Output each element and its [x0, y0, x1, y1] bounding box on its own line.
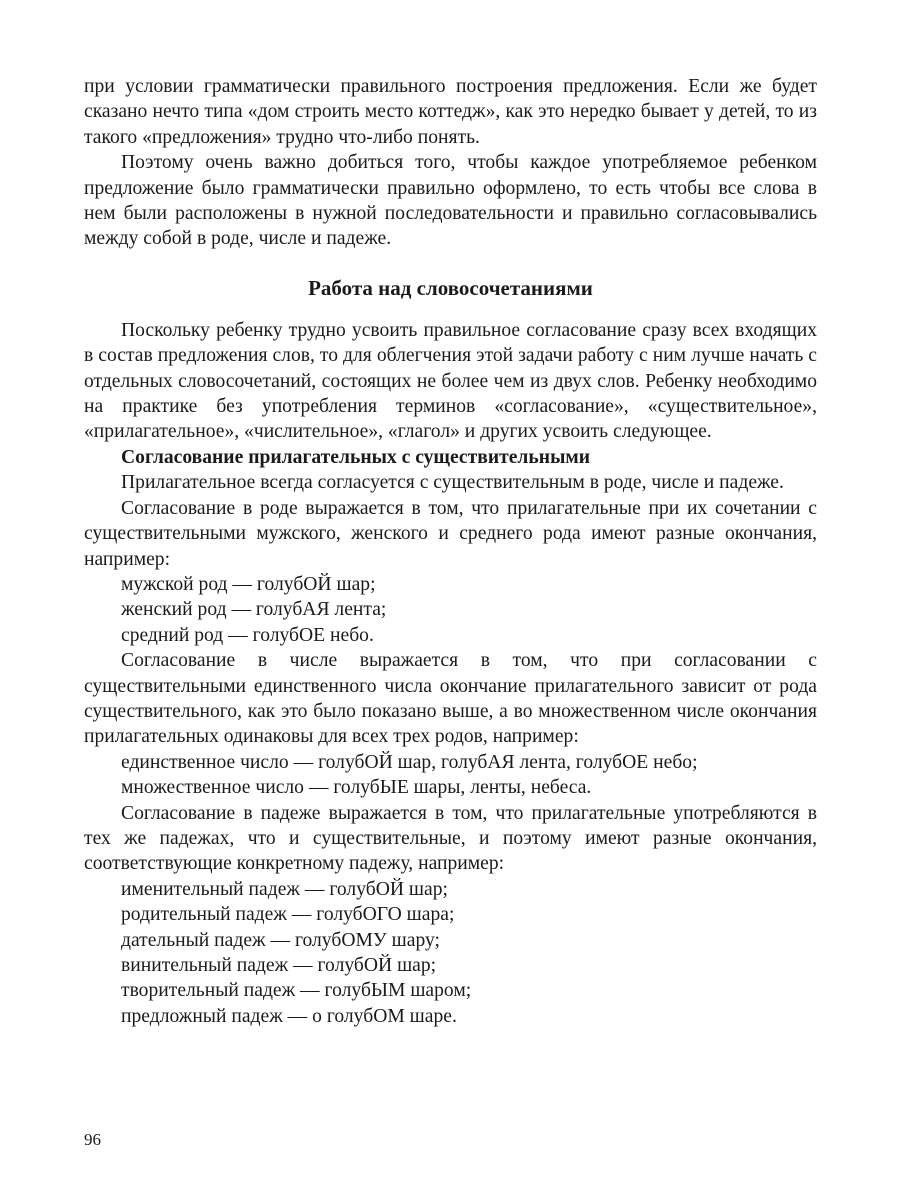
example-line: дательный падеж — голубОМУ шару;	[121, 929, 440, 951]
example-line: родительный падеж — голубОГО шара;	[121, 904, 455, 926]
paragraph-section-intro: Поскольку ребенку трудно усвоить правильное согласование сразу всех входящих в состав предложения слов, то для облегчения этой задачи работу с ним лучше начать с отдельных словосочетаний, состоящих не более чем из двух слов. Ребенку необходимо на практике без употребления терминов «согласование», «существительное», «прилагательное», «числительное», «глагол» и других усвоить следующее.	[84, 319, 817, 443]
example-line: женский род — голубАЯ лента;	[121, 599, 387, 621]
example-line: мужской род — голубОЙ шар;	[121, 573, 376, 595]
example-line: именительный падеж — голубОЙ шар;	[121, 878, 448, 900]
example-line: винительный падеж — голубОЙ шар;	[121, 955, 437, 976]
section-title: Работа над словосочетаниями	[308, 275, 593, 300]
page-number: 96	[84, 1130, 101, 1149]
example-line: предложный падеж — о голубОМ шаре.	[121, 1005, 457, 1027]
example-line: средний род — голубОЕ небо.	[121, 624, 374, 646]
paragraph-importance: Поэтому очень важно добиться того, чтобы каждое употребляемое ребенком предложение было грамматически правильно оформлено, то есть чтобы все слова в нем были расположены в нужной последовательности и правильно согласовывались между собой в роде, числе и падеже.	[84, 152, 817, 250]
paragraph-agreement-rule: Прилагательное всегда согласуется с существительным в роде, числе и падеже.	[121, 472, 784, 494]
paragraph-number-agreement: Согласование в числе выражается в том, что при согласовании с существительными единственного числа окончание прилагательного зависит от рода существительного, как это было показано выше, а во множественном числе окончания прилагательных одинаковы для всех трех родов, например:	[84, 650, 817, 748]
subsection-title: Согласование прилагательных с существительными	[121, 446, 591, 468]
paragraph-case-agreement: Согласование в падеже выражается в том, что прилагательные употребляются в тех же падежах, что и существительные, и поэтому имеют разные окончания, соответствующие конкретному падежу, например:	[84, 802, 817, 875]
paragraph-continued: при условии грамматически правильного построения предложения. Если же будет сказано нечто типа «дом строить место коттедж», как это нередко бывает у детей, то из такого «предложения» трудно что-либо понять.	[84, 76, 817, 148]
page-body	[84, 74, 817, 1029]
example-line: единственное число — голубОЙ шар, голубАЯ лента, голубОЕ небо;	[121, 751, 698, 773]
example-line: множественное число — голубЫЕ шары, ленты, небеса.	[121, 777, 592, 799]
example-line: творительный падеж — голубЫМ шаром;	[121, 980, 472, 1002]
paragraph-gender-agreement: Согласование в роде выражается в том, что прилагательные при их сочетании с существительными мужского, женского и среднего рода имеют разные окончания, например:	[84, 497, 817, 570]
